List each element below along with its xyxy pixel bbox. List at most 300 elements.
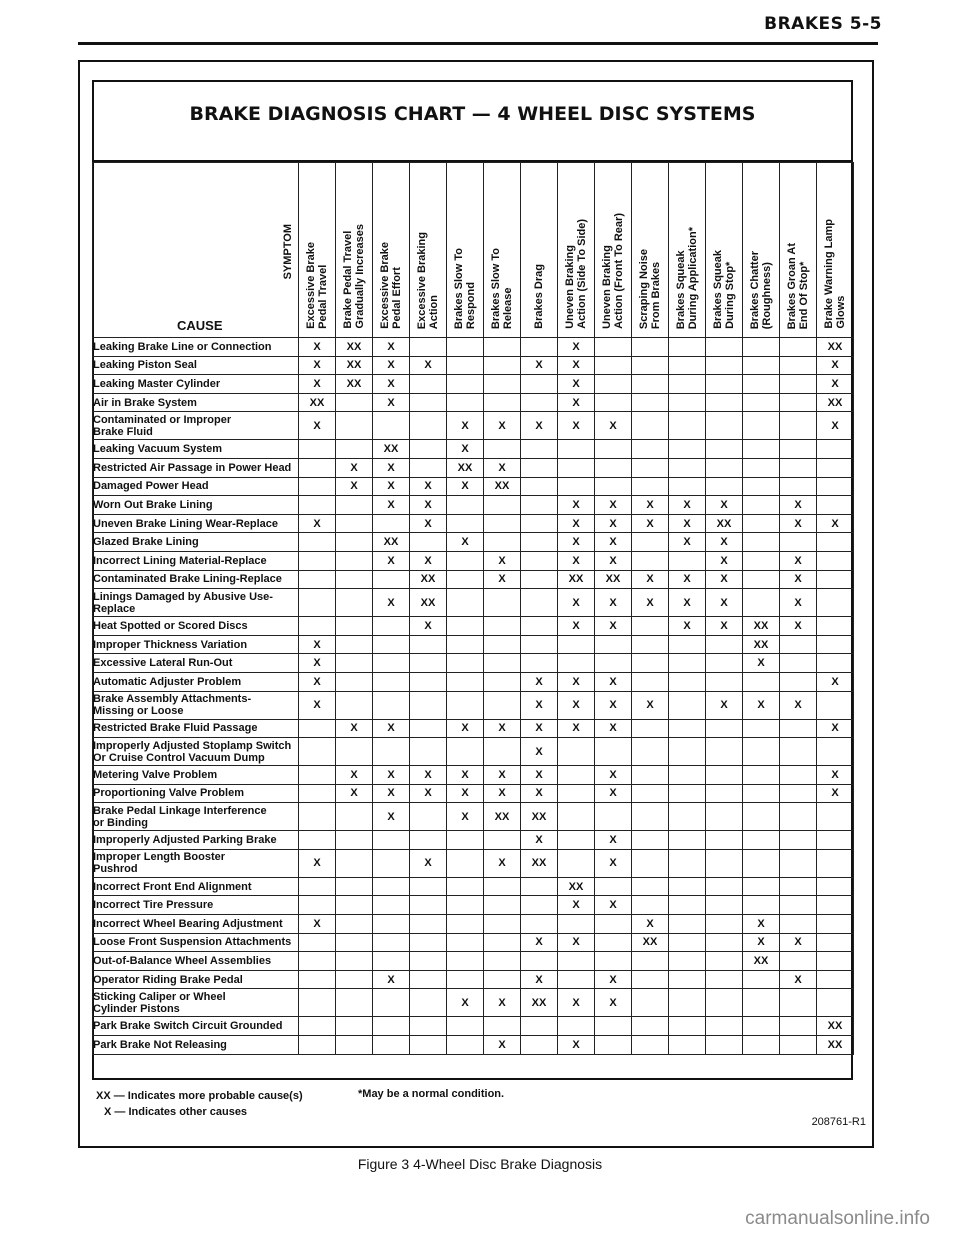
mark-cell: X (484, 1036, 521, 1055)
mark-cell (447, 635, 484, 654)
footnote: *May be a normal condition. (358, 1088, 505, 1100)
mark-cell (669, 654, 706, 673)
mark-cell (410, 1036, 447, 1055)
mark-cell (336, 654, 373, 673)
symptom-header-cell (336, 163, 373, 338)
mark-cell (410, 896, 447, 915)
mark-cell (484, 672, 521, 691)
mark-cell (484, 1017, 521, 1036)
mark-cell: XX (817, 338, 854, 357)
mark-cell (817, 551, 854, 570)
mark-cell: X (669, 589, 706, 617)
mark-cell (706, 477, 743, 496)
mark-cell (447, 375, 484, 394)
mark-cell: XX (299, 393, 336, 412)
mark-cell (743, 393, 780, 412)
mark-cell (669, 672, 706, 691)
mark-cell (706, 896, 743, 915)
cause-cell: Air in Brake System (93, 393, 299, 412)
mark-cell: XX (484, 803, 521, 831)
mark-cell (410, 691, 447, 719)
mark-cell (780, 356, 817, 375)
mark-cell (558, 458, 595, 477)
mark-cell (595, 738, 632, 766)
mark-cell (336, 393, 373, 412)
mark-cell (484, 654, 521, 673)
mark-cell: XX (817, 1036, 854, 1055)
mark-cell (706, 635, 743, 654)
mark-cell (447, 738, 484, 766)
symptom-label: Uneven Braking Action (Side To Side) (564, 219, 588, 329)
mark-cell (410, 915, 447, 934)
mark-cell (706, 766, 743, 785)
mark-cell: X (558, 589, 595, 617)
mark-cell: X (336, 458, 373, 477)
mark-cell (780, 831, 817, 850)
symptom-label: Brake Pedal Travel Gradually Increases (342, 224, 366, 329)
mark-cell: X (558, 412, 595, 440)
mark-cell (484, 970, 521, 989)
mark-cell: X (299, 654, 336, 673)
mark-cell (521, 635, 558, 654)
mark-cell: XX (595, 570, 632, 589)
watermark: carmanualsonline.info (745, 1208, 930, 1229)
table-row (93, 551, 854, 570)
mark-cell: XX (817, 393, 854, 412)
mark-cell: X (484, 412, 521, 440)
mark-cell (632, 989, 669, 1017)
mark-cell (595, 356, 632, 375)
mark-cell: X (595, 766, 632, 785)
mark-cell: X (373, 356, 410, 375)
mark-cell (632, 896, 669, 915)
symptom-header-cell (521, 163, 558, 338)
mark-cell (410, 803, 447, 831)
mark-cell: X (373, 970, 410, 989)
mark-cell (521, 570, 558, 589)
mark-cell (299, 896, 336, 915)
mark-cell (336, 589, 373, 617)
mark-cell: XX (521, 849, 558, 877)
symptom-label: Brake Warning Lamp Glows (823, 219, 847, 329)
mark-cell (706, 738, 743, 766)
mark-cell: X (521, 412, 558, 440)
mark-cell (669, 738, 706, 766)
mark-cell (743, 338, 780, 357)
mark-cell: X (669, 617, 706, 636)
mark-cell (743, 440, 780, 459)
mark-cell: X (373, 458, 410, 477)
mark-cell: X (558, 691, 595, 719)
mark-cell (299, 496, 336, 515)
mark-cell (669, 896, 706, 915)
diagnosis-table (92, 162, 854, 1055)
mark-cell (743, 477, 780, 496)
mark-cell (669, 1017, 706, 1036)
mark-cell: XX (521, 989, 558, 1017)
mark-cell: X (484, 551, 521, 570)
cause-cell: Contaminated or Improper Brake Fluid (93, 412, 299, 440)
mark-cell (484, 691, 521, 719)
mark-cell: X (447, 989, 484, 1017)
mark-cell (299, 551, 336, 570)
mark-cell: X (780, 496, 817, 515)
mark-cell (669, 477, 706, 496)
mark-cell: X (817, 672, 854, 691)
mark-cell: X (817, 719, 854, 738)
mark-cell (780, 915, 817, 934)
table-row (93, 766, 854, 785)
mark-cell (780, 672, 817, 691)
mark-cell (521, 551, 558, 570)
legend-xx: XX — Indicates more probable cause(s) (96, 1090, 303, 1102)
mark-cell: X (558, 551, 595, 570)
mark-cell (632, 849, 669, 877)
reference-code: 208761-R1 (811, 1116, 866, 1128)
mark-cell (299, 458, 336, 477)
mark-cell: X (706, 551, 743, 570)
mark-cell (558, 766, 595, 785)
mark-cell: X (595, 551, 632, 570)
mark-cell (632, 1036, 669, 1055)
mark-cell: X (595, 896, 632, 915)
mark-cell (373, 738, 410, 766)
mark-cell (669, 915, 706, 934)
cause-header: CAUSE (177, 318, 223, 333)
mark-cell (817, 635, 854, 654)
mark-cell: X (447, 533, 484, 552)
mark-cell (373, 635, 410, 654)
mark-cell (632, 635, 669, 654)
mark-cell (595, 440, 632, 459)
mark-cell (299, 952, 336, 971)
mark-cell (299, 766, 336, 785)
mark-cell: X (410, 514, 447, 533)
mark-cell: X (336, 719, 373, 738)
mark-cell: XX (521, 803, 558, 831)
mark-cell (336, 952, 373, 971)
mark-cell (484, 617, 521, 636)
mark-cell (669, 970, 706, 989)
mark-cell (743, 738, 780, 766)
mark-cell (817, 477, 854, 496)
mark-cell (632, 458, 669, 477)
mark-cell (336, 533, 373, 552)
mark-cell (410, 393, 447, 412)
mark-cell (336, 412, 373, 440)
mark-cell (484, 589, 521, 617)
mark-cell (706, 989, 743, 1017)
mark-cell: X (447, 412, 484, 440)
mark-cell (595, 477, 632, 496)
mark-cell (410, 458, 447, 477)
mark-cell: XX (336, 338, 373, 357)
legend (96, 1088, 303, 1120)
mark-cell (632, 719, 669, 738)
mark-cell: XX (484, 477, 521, 496)
mark-cell: X (743, 691, 780, 719)
mark-cell: X (706, 570, 743, 589)
table-row (93, 691, 854, 719)
mark-cell (780, 654, 817, 673)
mark-cell: X (595, 989, 632, 1017)
mark-cell (595, 338, 632, 357)
mark-cell (817, 440, 854, 459)
mark-cell (780, 952, 817, 971)
mark-cell (780, 635, 817, 654)
symptom-header-cell (299, 163, 336, 338)
mark-cell (299, 477, 336, 496)
mark-cell (410, 412, 447, 440)
mark-cell (632, 877, 669, 896)
mark-cell: X (373, 375, 410, 394)
mark-cell (595, 915, 632, 934)
mark-cell (817, 989, 854, 1017)
cause-cell: Improper Thickness Variation (93, 635, 299, 654)
table-row (93, 635, 854, 654)
mark-cell: X (484, 570, 521, 589)
mark-cell (743, 458, 780, 477)
symptom-header-cell (669, 163, 706, 338)
mark-cell (706, 458, 743, 477)
table-row (93, 589, 854, 617)
mark-cell (410, 440, 447, 459)
mark-cell (336, 570, 373, 589)
mark-cell (817, 849, 854, 877)
table-row (93, 570, 854, 589)
mark-cell: X (595, 849, 632, 877)
mark-cell: X (780, 570, 817, 589)
mark-cell (447, 514, 484, 533)
mark-cell (373, 570, 410, 589)
mark-cell (706, 849, 743, 877)
mark-cell (743, 831, 780, 850)
symptom-label: Brakes Slow To Respond (453, 247, 477, 329)
cause-cell: Brake Pedal Linkage Interference or Binding (93, 803, 299, 831)
mark-cell (558, 952, 595, 971)
mark-cell: X (299, 849, 336, 877)
mark-cell (780, 477, 817, 496)
cause-cell: Uneven Brake Lining Wear-Replace (93, 514, 299, 533)
mark-cell (632, 970, 669, 989)
mark-cell (373, 514, 410, 533)
mark-cell (299, 738, 336, 766)
mark-cell: X (521, 356, 558, 375)
table-row (93, 849, 854, 877)
mark-cell (595, 933, 632, 952)
mark-cell (447, 915, 484, 934)
mark-cell (299, 831, 336, 850)
mark-cell (484, 635, 521, 654)
mark-cell (373, 831, 410, 850)
mark-cell (521, 533, 558, 552)
table-row (93, 803, 854, 831)
mark-cell: X (632, 589, 669, 617)
mark-cell: X (817, 766, 854, 785)
mark-cell: X (595, 691, 632, 719)
mark-cell: XX (410, 570, 447, 589)
mark-cell (780, 412, 817, 440)
mark-cell (780, 896, 817, 915)
mark-cell (299, 933, 336, 952)
mark-cell: X (299, 635, 336, 654)
mark-cell (299, 1017, 336, 1036)
mark-cell (410, 533, 447, 552)
mark-cell (447, 338, 484, 357)
mark-cell (484, 514, 521, 533)
mark-cell (743, 672, 780, 691)
mark-cell (780, 766, 817, 785)
mark-cell: X (780, 691, 817, 719)
mark-cell (817, 533, 854, 552)
mark-cell (780, 338, 817, 357)
mark-cell (484, 738, 521, 766)
mark-cell (632, 356, 669, 375)
mark-cell (780, 393, 817, 412)
mark-cell (373, 1036, 410, 1055)
mark-cell (632, 375, 669, 394)
mark-cell (299, 803, 336, 831)
mark-cell (484, 896, 521, 915)
mark-cell (410, 338, 447, 357)
mark-cell: X (558, 933, 595, 952)
mark-cell (595, 458, 632, 477)
mark-cell: X (595, 784, 632, 803)
header-row (93, 163, 854, 338)
mark-cell (743, 589, 780, 617)
mark-cell: X (558, 533, 595, 552)
mark-cell: X (595, 719, 632, 738)
mark-cell (743, 970, 780, 989)
mark-cell (595, 635, 632, 654)
mark-cell (558, 477, 595, 496)
table-row (93, 952, 854, 971)
mark-cell: X (299, 514, 336, 533)
symptom-header-cell (632, 163, 669, 338)
cause-cell: Leaking Vacuum System (93, 440, 299, 459)
mark-cell: X (595, 617, 632, 636)
mark-cell: X (373, 551, 410, 570)
mark-cell: X (521, 719, 558, 738)
mark-cell: X (484, 784, 521, 803)
mark-cell (669, 831, 706, 850)
mark-cell (447, 831, 484, 850)
table-row (93, 514, 854, 533)
mark-cell (299, 989, 336, 1017)
mark-cell (743, 896, 780, 915)
mark-cell: X (595, 533, 632, 552)
mark-cell: X (817, 412, 854, 440)
mark-cell (299, 440, 336, 459)
mark-cell: X (447, 477, 484, 496)
mark-cell (336, 551, 373, 570)
mark-cell (410, 970, 447, 989)
mark-cell: XX (743, 617, 780, 636)
mark-cell (373, 1017, 410, 1036)
mark-cell (743, 356, 780, 375)
cause-cell: Leaking Piston Seal (93, 356, 299, 375)
symptom-header-cell (410, 163, 447, 338)
mark-cell (817, 970, 854, 989)
cause-cell: Heat Spotted or Scored Discs (93, 617, 299, 636)
mark-cell (558, 440, 595, 459)
mark-cell (669, 338, 706, 357)
header-rule (78, 42, 878, 45)
symptom-label: Brakes Squeak During Stop* (712, 250, 736, 329)
table-row (93, 412, 854, 440)
mark-cell (447, 654, 484, 673)
mark-cell (780, 440, 817, 459)
mark-cell: X (521, 766, 558, 785)
cause-cell: Restricted Air Passage in Power Head (93, 458, 299, 477)
mark-cell (484, 915, 521, 934)
mark-cell (336, 440, 373, 459)
mark-cell (336, 691, 373, 719)
mark-cell: X (669, 533, 706, 552)
mark-cell: X (373, 803, 410, 831)
mark-cell (817, 496, 854, 515)
mark-cell (336, 849, 373, 877)
mark-cell (632, 533, 669, 552)
mark-cell (743, 514, 780, 533)
mark-cell (521, 654, 558, 673)
cause-cell: Proportioning Valve Problem (93, 784, 299, 803)
mark-cell (780, 719, 817, 738)
mark-cell (484, 496, 521, 515)
mark-cell: X (706, 533, 743, 552)
mark-cell (817, 458, 854, 477)
mark-cell (669, 635, 706, 654)
mark-cell (484, 933, 521, 952)
mark-cell (632, 617, 669, 636)
mark-cell (669, 412, 706, 440)
table-row (93, 719, 854, 738)
mark-cell: X (484, 989, 521, 1017)
mark-cell (669, 356, 706, 375)
mark-cell (669, 989, 706, 1017)
mark-cell (447, 1036, 484, 1055)
mark-cell (373, 952, 410, 971)
cause-cell: Leaking Master Cylinder (93, 375, 299, 394)
cause-cell: Linings Damaged by Abusive Use- Replace (93, 589, 299, 617)
mark-cell: X (484, 458, 521, 477)
mark-cell (336, 915, 373, 934)
mark-cell: X (595, 496, 632, 515)
mark-cell: X (299, 375, 336, 394)
symptom-header-cell (743, 163, 780, 338)
mark-cell: X (484, 849, 521, 877)
cause-cell: Incorrect Front End Alignment (93, 877, 299, 896)
mark-cell (632, 803, 669, 831)
mark-cell (706, 338, 743, 357)
mark-cell (299, 1036, 336, 1055)
symptom-label: Excessive Brake Pedal Effort (379, 242, 403, 329)
mark-cell (632, 412, 669, 440)
mark-cell (299, 533, 336, 552)
table-row (93, 477, 854, 496)
mark-cell (706, 1036, 743, 1055)
mark-cell: X (521, 970, 558, 989)
mark-cell (743, 766, 780, 785)
mark-cell: X (336, 477, 373, 496)
mark-cell (706, 952, 743, 971)
mark-cell: X (632, 915, 669, 934)
mark-cell (817, 933, 854, 952)
cause-cell: Sticking Caliper or Wheel Cylinder Pistons (93, 989, 299, 1017)
mark-cell (632, 654, 669, 673)
mark-cell: X (336, 766, 373, 785)
mark-cell (558, 803, 595, 831)
